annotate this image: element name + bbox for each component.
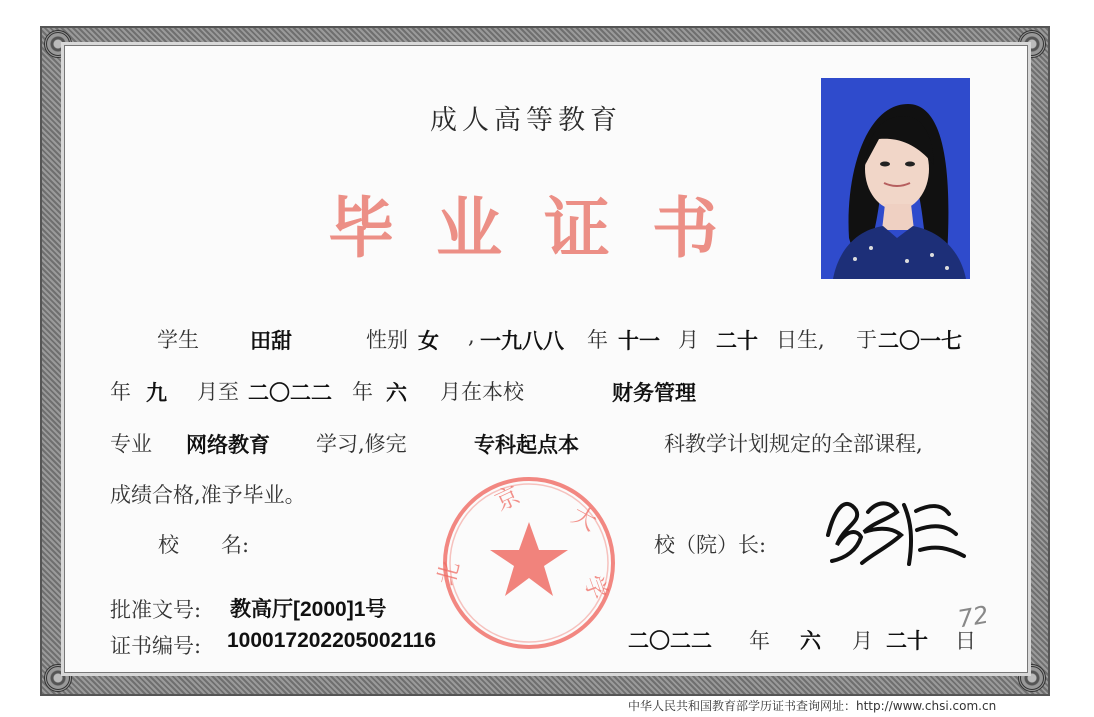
gender-value: 女 (418, 329, 439, 353)
birth-year: 一九八八 (480, 329, 564, 353)
study-label: 月在本校 (440, 380, 524, 404)
major-label: 专业 (110, 432, 152, 456)
certificate-number: 100017202205002116 (227, 629, 437, 652)
birth-month: 十一 (618, 329, 660, 353)
gender-label: 性别 (366, 328, 408, 352)
principal-signature (810, 487, 970, 577)
month-label: 月 (678, 328, 699, 352)
seal-character: 大 (567, 500, 602, 537)
start-year: 二〇一七 (878, 329, 962, 353)
graduation-result: 成绩合格,准予毕业。 (110, 483, 306, 507)
issue-year-label: 年 (749, 629, 770, 653)
issue-day: 二十 (886, 629, 928, 653)
end-month: 六 (386, 381, 407, 405)
seal-character: 学 (578, 571, 613, 604)
principal-label: 校（院）长: (654, 533, 767, 557)
year-label: 年 (110, 380, 131, 404)
issue-month: 六 (800, 629, 821, 653)
seal-character: 京 (490, 480, 525, 517)
handwritten-note: 72 (955, 600, 991, 634)
year-label: 年 (587, 328, 608, 352)
curriculum-label: 科教学计划规定的全部课程, (664, 432, 923, 456)
major-name: 财务管理 (612, 381, 696, 405)
verification-footer: 中华人民共和国教育部学历证书查询网址：http://www.chsi.com.cn (628, 699, 997, 713)
issue-year: 二〇二二 (628, 629, 712, 653)
program-type: 专科起点本 (474, 433, 579, 457)
certificate-subtitle: 成人高等教育 (430, 105, 622, 136)
school-seal (431, 474, 618, 652)
from-label: 于 (856, 328, 877, 352)
end-year: 二〇二二 (248, 381, 332, 405)
student-label: 学生 (157, 328, 199, 352)
month-to-label: 月至 (197, 380, 239, 404)
student-name: 田甜 (250, 329, 292, 353)
born-label: 日生, (776, 328, 825, 352)
approval-label: 批准文号: (110, 598, 202, 622)
year-label: 年 (352, 380, 373, 404)
birth-year-comma: , (468, 324, 475, 348)
birth-day: 二十 (716, 329, 758, 353)
start-month: 九 (146, 381, 167, 405)
certificate-title: 毕业证书 (328, 190, 760, 267)
study-mode: 网络教育 (186, 433, 270, 457)
school-name-label: 校 名: (158, 533, 250, 557)
issue-day-label: 日 (955, 629, 976, 653)
approval-number: 教高厅[2000]1号 (230, 598, 387, 621)
seal-character: 北 (431, 558, 466, 589)
certificate-number-label: 证书编号: (110, 634, 202, 658)
study-complete-label: 学习,修完 (316, 432, 407, 456)
student-photo (821, 78, 970, 279)
issue-month-label: 月 (852, 629, 873, 653)
